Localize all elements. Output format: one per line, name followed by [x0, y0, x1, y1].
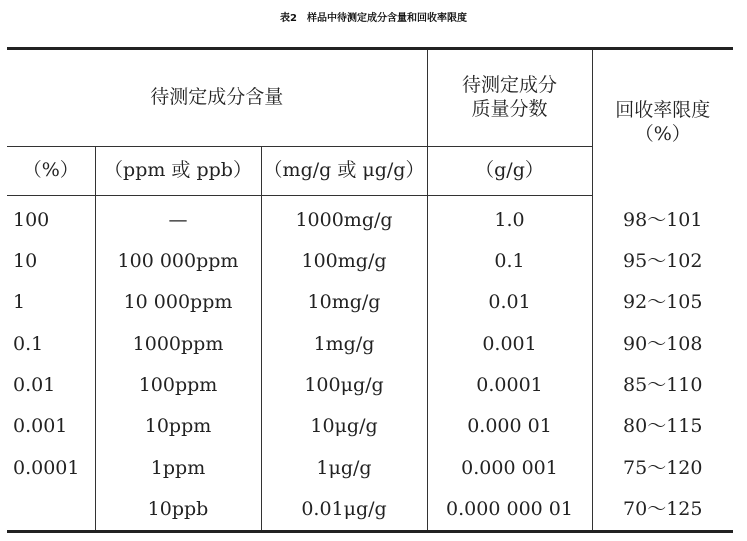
table-cell: 92～105	[623, 291, 703, 314]
table-cell: 0.000 000 01	[427, 489, 592, 532]
table-cell: 1000mg/g	[261, 196, 427, 242]
table-row	[7, 489, 733, 532]
table-cell: 0.0001	[7, 448, 95, 489]
table-cell: 85～110	[623, 373, 703, 396]
table-cell: 98～101	[623, 208, 703, 231]
table-row	[7, 324, 733, 365]
table-cell: —	[95, 196, 261, 242]
table-cell: 100	[7, 196, 95, 242]
table-cell: 10ppm	[95, 406, 261, 447]
table-row	[7, 196, 733, 242]
caption-label: 表2	[280, 13, 297, 24]
table-cell: 0.0001	[427, 365, 592, 406]
table-cell: 1	[7, 283, 95, 324]
header-mass-fraction-line2: 质量分数	[471, 98, 548, 120]
table-cell: 0.1	[427, 241, 592, 282]
table-cell: 0.01	[7, 365, 95, 406]
table-cell: 1000ppm	[95, 324, 261, 365]
table-row	[7, 365, 733, 406]
table-cell: 0.001	[427, 324, 592, 365]
table-cell: 100ppm	[95, 365, 261, 406]
table-cell: 0.01	[427, 283, 592, 324]
header-row-1	[7, 49, 733, 147]
table-cell: 10μg/g	[261, 406, 427, 447]
table-cell: 80～115	[623, 415, 703, 438]
table-row	[7, 406, 733, 447]
header-recovery-line1: 回收率限度	[615, 99, 711, 121]
table-cell: 0.001	[7, 406, 95, 447]
table-cell: 100 000ppm	[95, 241, 261, 282]
table-cell: 10mg/g	[261, 283, 427, 324]
table-row	[7, 283, 733, 324]
table-cell: 75～120	[623, 456, 703, 479]
table-cell: 10	[7, 241, 95, 282]
unit-header: （ppm 或 ppb）	[95, 147, 261, 196]
table-caption	[0, 9, 747, 24]
table-row	[7, 448, 733, 489]
header-content-group: 待测定成分含量	[7, 49, 427, 147]
table-cell: 1mg/g	[261, 324, 427, 365]
unit-header: （mg/g 或 μg/g）	[261, 147, 427, 196]
table-body	[7, 196, 733, 532]
recovery-table	[7, 47, 733, 533]
unit-header: （%）	[7, 147, 95, 196]
table-cell: 0.000 01	[427, 406, 592, 447]
table-cell: 70～125	[623, 497, 703, 520]
header-mass-fraction-line1: 待测定成分	[462, 74, 558, 97]
table-cell: 100mg/g	[261, 241, 427, 282]
table-cell: 1μg/g	[261, 448, 427, 489]
table-cell: 0.000 001	[427, 448, 592, 489]
table-cell: 1ppm	[95, 448, 261, 489]
table-cell: 10 000ppm	[95, 283, 261, 324]
table-cell: 95～102	[623, 250, 703, 273]
table-cell: 10ppb	[95, 489, 261, 532]
table-cell: 1.0	[427, 196, 592, 242]
table-cell	[7, 489, 95, 532]
unit-header: （g/g）	[427, 147, 592, 196]
caption-title: 样品中待测定成分含量和回收率限度	[306, 13, 467, 24]
table-cell: 0.1	[7, 324, 95, 365]
header-mass-fraction	[427, 49, 592, 147]
table-row	[7, 241, 733, 282]
header-recovery-line2: （%）	[634, 122, 691, 145]
table-cell: 100μg/g	[261, 365, 427, 406]
table-cell: 90～108	[623, 332, 703, 355]
header-recovery	[592, 49, 733, 196]
table-cell: 0.01μg/g	[261, 489, 427, 532]
